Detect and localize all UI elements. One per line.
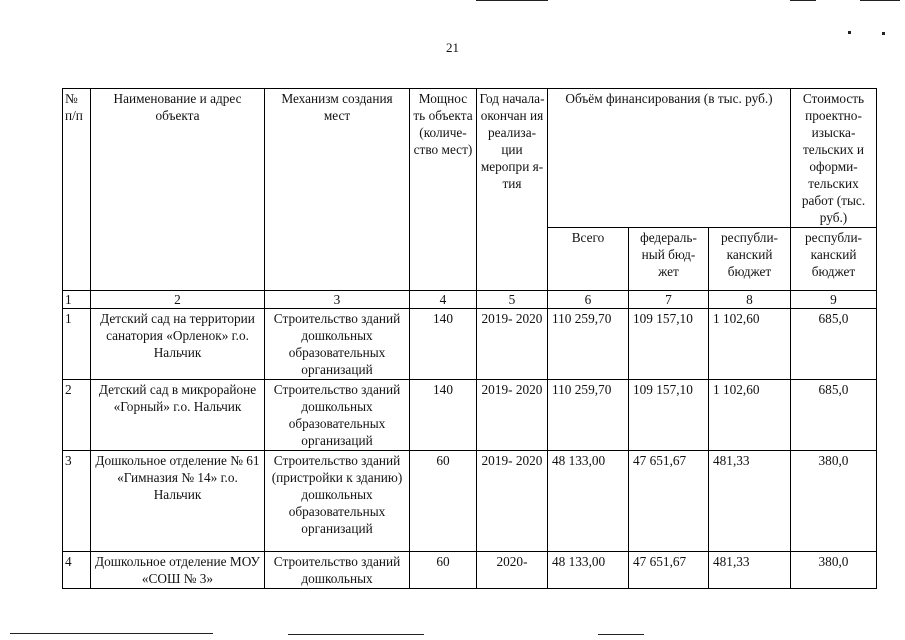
header-republic: республи- канский бюджет xyxy=(709,228,791,291)
column-index: 4 xyxy=(410,291,477,309)
scan-line xyxy=(790,0,816,1)
row-total: 110 259,70 xyxy=(548,380,629,451)
scan-dot xyxy=(848,31,851,34)
row-total: 110 259,70 xyxy=(548,309,629,380)
row-num: 1 xyxy=(63,309,91,380)
row-capacity: 140 xyxy=(410,380,477,451)
row-republic: 1 102,60 xyxy=(709,380,791,451)
header-name: Наименование и адрес объекта xyxy=(91,89,265,291)
row-cost: 685,0 xyxy=(791,380,877,451)
column-index: 1 xyxy=(63,291,91,309)
row-total: 48 133,00 xyxy=(548,451,629,552)
column-index: 7 xyxy=(629,291,709,309)
column-index: 8 xyxy=(709,291,791,309)
table-row xyxy=(63,309,877,380)
header-federal: федераль- ный бюд- жет xyxy=(629,228,709,291)
scan-line xyxy=(10,633,213,634)
header-year: Год начала- окончан ия реализа- ции меропри я-тия xyxy=(477,89,548,291)
row-total: 48 133,00 xyxy=(548,552,629,589)
row-mechanism: Строительство зданий (пристройки к зданию) дошкольных образовательных организаций xyxy=(265,451,410,552)
table-row xyxy=(63,552,877,589)
header-cost: Стоимость проектно- изыска- тельских и оформи- тельских работ (тыс. руб.) xyxy=(791,89,877,228)
table-row xyxy=(63,380,877,451)
row-year: 2020- xyxy=(477,552,548,589)
row-republic: 481,33 xyxy=(709,451,791,552)
row-name: Дошкольное отделение МОУ «СОШ № 3» xyxy=(91,552,265,589)
scan-line xyxy=(598,634,644,635)
scan-line xyxy=(476,0,548,1)
scan-dot xyxy=(882,32,885,35)
row-num: 3 xyxy=(63,451,91,552)
row-name: Детский сад на территории санатория «Орленок» г.о. Нальчик xyxy=(91,309,265,380)
header-row xyxy=(63,89,877,228)
row-capacity: 60 xyxy=(410,552,477,589)
financing-table xyxy=(62,88,877,589)
column-index: 5 xyxy=(477,291,548,309)
header-total: Всего xyxy=(548,228,629,291)
header-num: № п/п xyxy=(63,89,91,291)
column-index: 6 xyxy=(548,291,629,309)
row-federal: 47 651,67 xyxy=(629,552,709,589)
row-federal: 109 157,10 xyxy=(629,380,709,451)
scan-line xyxy=(860,0,900,1)
row-capacity: 140 xyxy=(410,309,477,380)
row-cost: 380,0 xyxy=(791,451,877,552)
row-mechanism: Строительство зданий дошкольных xyxy=(265,552,410,589)
row-republic: 481,33 xyxy=(709,552,791,589)
column-index: 3 xyxy=(265,291,410,309)
row-federal: 109 157,10 xyxy=(629,309,709,380)
scan-line xyxy=(288,634,424,635)
row-year: 2019- 2020 xyxy=(477,380,548,451)
table-row xyxy=(63,451,877,552)
header-mechanism: Механизм создания мест xyxy=(265,89,410,291)
row-num: 2 xyxy=(63,380,91,451)
row-mechanism: Строительство зданий дошкольных образовательных организаций xyxy=(265,380,410,451)
row-cost: 380,0 xyxy=(791,552,877,589)
row-name: Детский сад в микрорайоне «Горный» г.о. Нальчик xyxy=(91,380,265,451)
page-number: 21 xyxy=(446,40,459,55)
header-funding: Объём финансирования (в тыс. руб.) xyxy=(548,89,791,228)
column-index: 9 xyxy=(791,291,877,309)
row-republic: 1 102,60 xyxy=(709,309,791,380)
row-year: 2019- 2020 xyxy=(477,451,548,552)
row-capacity: 60 xyxy=(410,451,477,552)
row-mechanism: Строительство зданий дошкольных образовательных организаций xyxy=(265,309,410,380)
column-index: 2 xyxy=(91,291,265,309)
column-index-row xyxy=(63,291,877,309)
row-name: Дошкольное отделение № 61 «Гимназия № 14» г.о. Нальчик xyxy=(91,451,265,552)
header-capacity: Мощнос ть объекта (количе- ство мест) xyxy=(410,89,477,291)
row-cost: 685,0 xyxy=(791,309,877,380)
row-year: 2019- 2020 xyxy=(477,309,548,380)
row-num: 4 xyxy=(63,552,91,589)
header-cost-republic: республи- канский бюджет xyxy=(791,228,877,291)
row-federal: 47 651,67 xyxy=(629,451,709,552)
